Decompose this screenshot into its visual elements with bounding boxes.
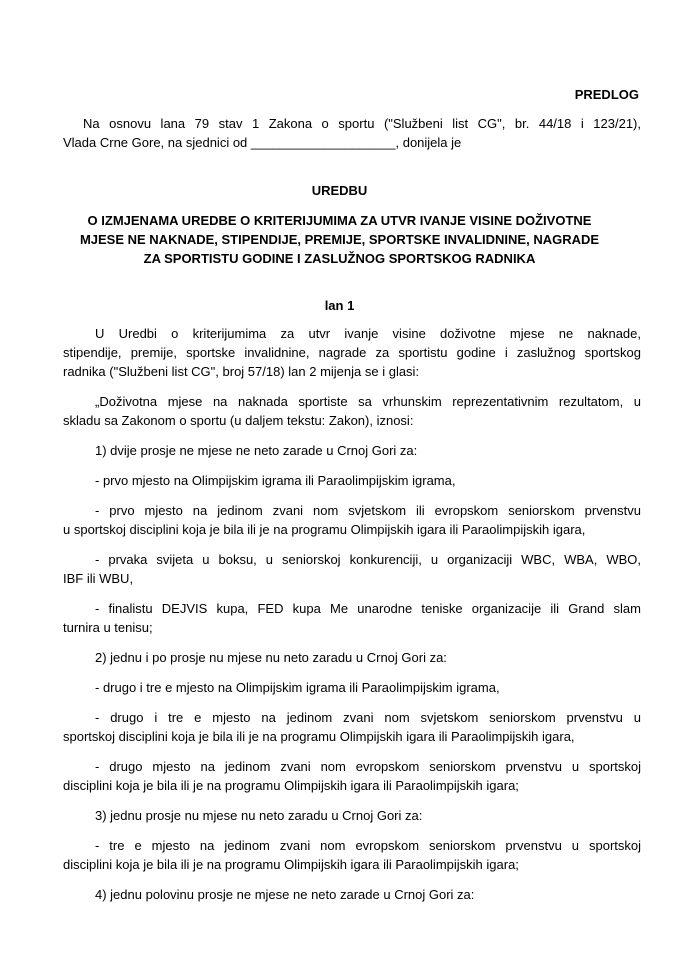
- list-item-1b-line-1: - prvo mjesto na jedinom zvani nom svjetskom ili evropskom seniorskom prvenstvu: [95, 503, 641, 518]
- paragraph-1-line-3: radnika ("Službeni list CG", broj 57/18) lan 2 mijenja se i glasi:: [63, 364, 420, 379]
- paragraph-1-line-2: stipendije, premije, sportske invalidnine, nagrade za sportistu godine i zaslužnog sportskog: [63, 345, 641, 360]
- list-item-1c-line-2: IBF ili WBU,: [63, 571, 134, 586]
- paragraph-2-line-2: skladu sa Zakonom o sportu (u daljem tekstu: Zakon), iznosi:: [63, 413, 414, 428]
- paragraph-2-line-1: „Doživotna mjese na naknada sportiste sa vrhunskim reprezentativnim rezultatom, u: [95, 394, 641, 409]
- list-item-1a: - prvo mjesto na Olimpijskim igrama ili Paraolimpijskim igrama,: [95, 473, 456, 488]
- list-item-1c-line-1: - prvaka svijeta u boksu, u seniorskoj konkurenciji, u organizaciji WBC, WBA, WBO,: [95, 552, 641, 567]
- document-title: UREDBU: [311, 183, 368, 198]
- document-subtitle-line-1: O IZMJENAMA UREDBE O KRITERIJUMIMA ZA UTVR IVANJE VISINE DOŽIVOTNE: [87, 213, 592, 228]
- list-item-1d-line-2: turnira u tenisu;: [63, 620, 153, 635]
- list-item-2a: - drugo i tre e mjesto na Olimpijskim igrama ili Paraolimpijskim igrama,: [95, 680, 500, 695]
- intro-line-2: Vlada Crne Gore, na sjednici od ____________________, donijela je: [63, 135, 462, 150]
- list-item-3a-line-1: - tre e mjesto na jedinom zvani nom evropskom seniorskom prvenstvu u sportskoj: [95, 838, 641, 853]
- document-status-label: PREDLOG: [574, 87, 639, 102]
- list-item-2b-line-1: - drugo i tre e mjesto na jedinom zvani nom svjetskom seniorskom prvenstvu u: [95, 710, 641, 725]
- document-subtitle-line-2: MJESE NE NAKNADE, STIPENDIJE, PREMIJE, SPORTSKE INVALIDNINE, NAGRADE: [79, 232, 600, 247]
- list-item-2: 2) jednu i po prosje nu mjese nu neto zaradu u Crnoj Gori za:: [95, 650, 447, 665]
- list-item-2b-line-2: sportskoj disciplini koja je bila ili je na programu Olimpijskih igara ili Paraolimpijskih igara,: [63, 729, 575, 744]
- list-item-1: 1) dvije prosje ne mjese ne neto zarade u Crnoj Gori za:: [95, 443, 418, 458]
- article-heading: lan 1: [324, 298, 355, 313]
- list-item-2c-line-1: - drugo mjesto na jedinom zvani nom evropskom seniorskom prvenstvu u sportskoj: [95, 759, 641, 774]
- list-item-3: 3) jednu prosje nu mjese nu neto zaradu u Crnoj Gori za:: [95, 808, 423, 823]
- list-item-4: 4) jednu polovinu prosje ne mjese ne neto zarade u Crnoj Gori za:: [95, 887, 475, 902]
- list-item-2c-line-2: disciplini koja je bila ili je na programu Olimpijskih igara ili Paraolimpijskih igara;: [63, 778, 519, 793]
- list-item-1d-line-1: - finalistu DEJVIS kupa, FED kupa Me unarodne teniske organizacije ili Grand slam: [95, 601, 641, 616]
- intro-line-1: Na osnovu lana 79 stav 1 Zakona o sportu ("Službeni list CG", br. 44/18 i 123/21),: [83, 116, 641, 131]
- paragraph-1-line-1: U Uredbi o kriterijumima za utvr ivanje visine doživotne mjese ne naknade,: [95, 326, 641, 341]
- document-subtitle-line-3: ZA SPORTISTU GODINE I ZASLUŽNOG SPORTSKOG RADNIKA: [143, 251, 536, 266]
- list-item-3a-line-2: disciplini koja je bila ili je na programu Olimpijskih igara ili Paraolimpijskih igara;: [63, 857, 519, 872]
- list-item-1b-line-2: u sportskoj disciplini koja je bila ili je na programu Olimpijskih igara ili Paraolimpijskih igara,: [63, 522, 586, 537]
